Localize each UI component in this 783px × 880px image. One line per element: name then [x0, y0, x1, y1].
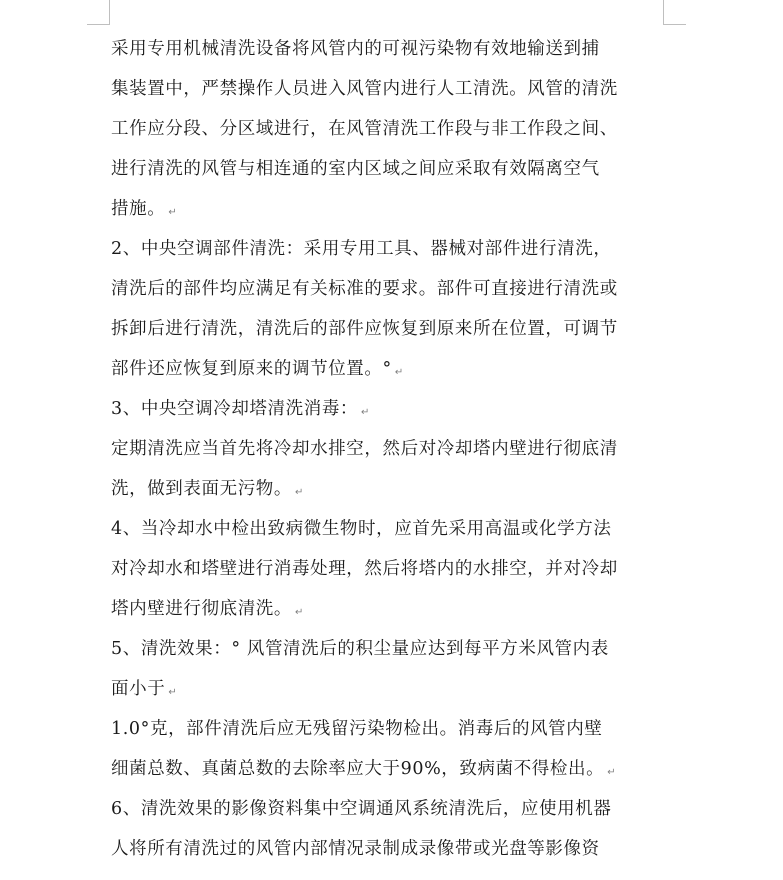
- text-line: 部件还应恢复到原来的调节位置。° ↵: [111, 359, 404, 379]
- text-line: 对冷却水和塔壁进行消毒处理，然后将塔内的水排空，并对冷却: [111, 559, 618, 579]
- document-body[interactable]: [111, 29, 671, 869]
- text-line: 清洗后的部件均应满足有关标准的要求。部件可直接进行清洗或: [111, 279, 618, 299]
- text-line: 6、清洗效果的影像资料集中空调通风系统清洗后，应使用机器: [111, 799, 612, 819]
- text-line: 5、清洗效果：° 风管清洗后的积尘量应达到每平方米风管内表: [111, 639, 609, 659]
- text-line: 3、中央空调冷却塔清洗消毒： ↵: [111, 399, 371, 419]
- crop-mark-top-left: [87, 0, 110, 25]
- text-line: 4、当冷却水中检出致病微生物时，应首先采用高温或化学方法: [111, 519, 612, 539]
- text-line: 工作应分段、分区域进行，在风管清洗工作段与非工作段之间、: [111, 119, 618, 139]
- text-line: 细菌总数、真菌总数的去除率应大于90%，致病菌不得检出。 ↵: [111, 759, 617, 779]
- paragraph-mark-icon: ↵: [168, 207, 178, 218]
- text-line: 集装置中，严禁操作人员进入风管内进行人工清洗。风管的清洗: [111, 79, 618, 99]
- text-line: 洗，做到表面无污物。 ↵: [111, 479, 304, 499]
- paragraph-mark-icon: ↵: [361, 407, 371, 418]
- text-line: 面小于 ↵: [111, 679, 178, 699]
- text-line: 人将所有清洗过的风管内部情况录制成录像带或光盘等影像资: [111, 839, 600, 859]
- text-line: 采用专用机械清洗设备将风管内的可视污染物有效地输送到捕: [111, 39, 600, 59]
- text-line: 措施。 ↵: [111, 199, 178, 219]
- text-line: 进行清洗的风管与相连通的室内区域之间应采取有效隔离空气: [111, 159, 600, 179]
- text-line: 2、中央空调部件清洗：采用专用工具、器械对部件进行清洗，: [111, 239, 612, 259]
- paragraph-mark-icon: ↵: [607, 767, 617, 778]
- paragraph-mark-icon: ↵: [295, 607, 304, 618]
- text-line: 定期清洗应当首先将冷却水排空，然后对冷却塔内壁进行彻底清: [111, 439, 618, 459]
- text-line: 塔内壁进行彻底清洗。 ↵: [111, 599, 304, 619]
- text-line: 1.0°克，部件清洗后应无残留污染物检出。消毒后的风管内壁: [111, 719, 603, 739]
- crop-mark-top-right: [663, 0, 686, 25]
- text-line: 拆卸后进行清洗，清洗后的部件应恢复到原来所在位置，可调节: [111, 319, 618, 339]
- paragraph-mark-icon: ↵: [168, 687, 178, 698]
- paragraph-mark-icon: ↵: [394, 367, 404, 378]
- paragraph-mark-icon: ↵: [295, 487, 304, 498]
